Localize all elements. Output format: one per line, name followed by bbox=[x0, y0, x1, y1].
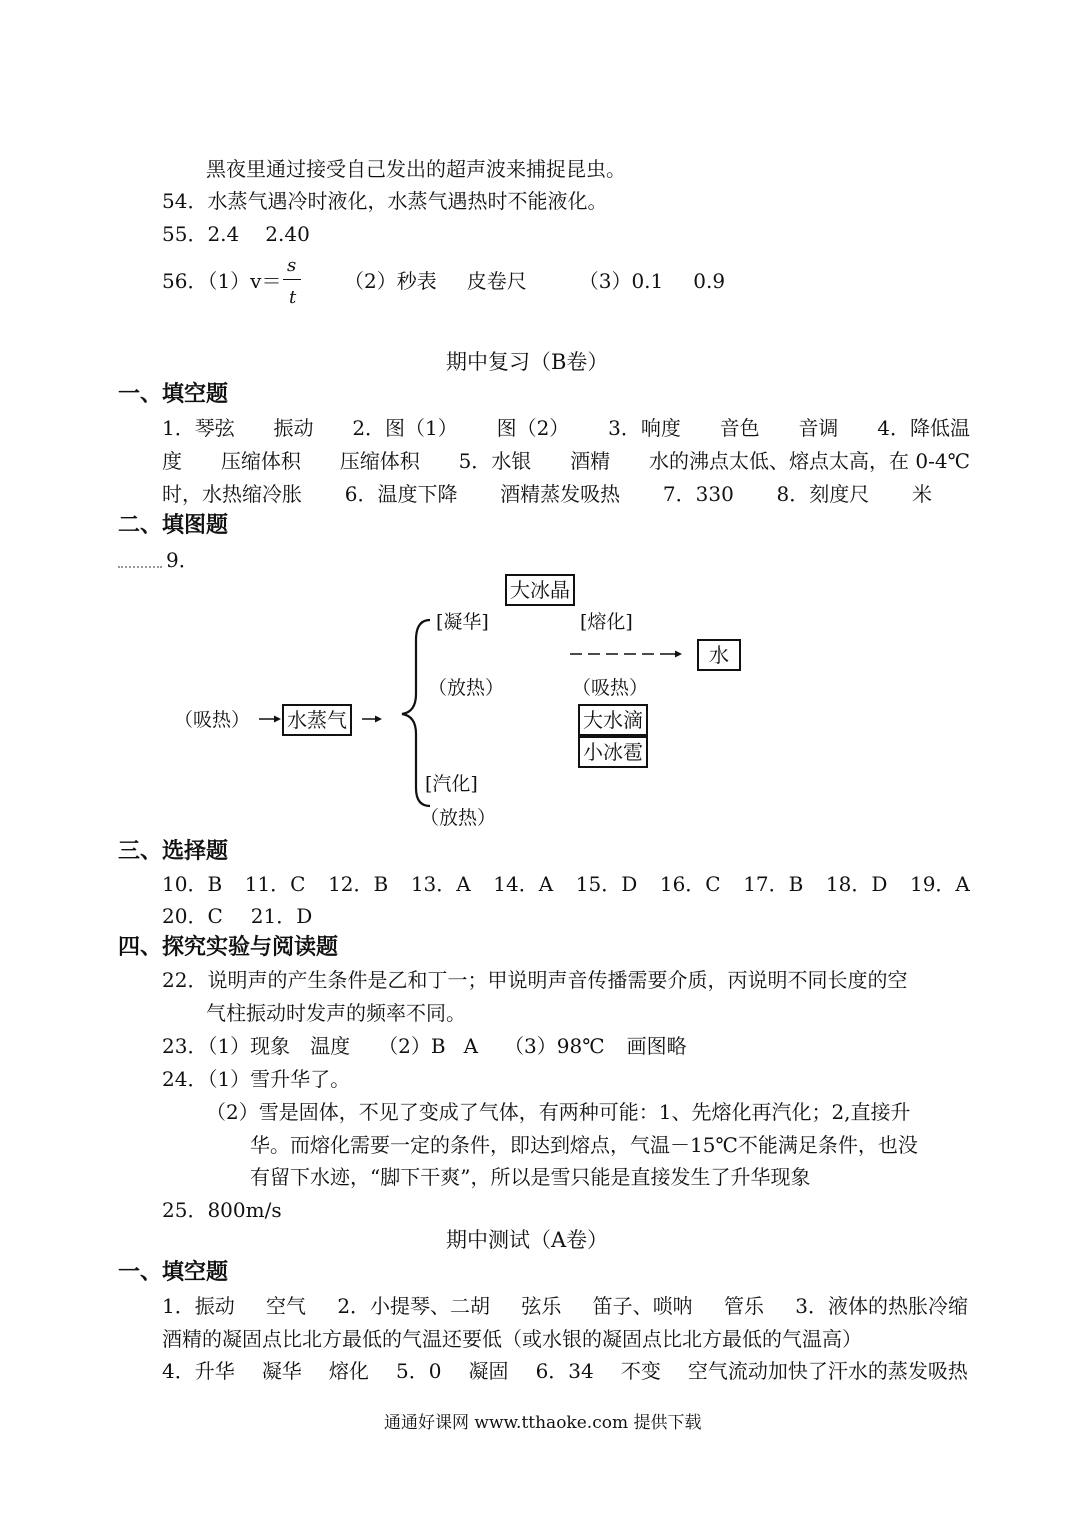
answer-24-line-1: 24．（1）雪升华了。 bbox=[162, 1067, 351, 1091]
heading-inquiry-reading: 四、探究实验与阅读题 bbox=[118, 935, 339, 960]
exam-title-midterm-test-a: 期中测试（A卷） bbox=[446, 1228, 609, 1252]
heading-fill-diagram: 二、填图题 bbox=[118, 513, 229, 538]
fraction-numerator: s bbox=[287, 255, 297, 276]
answer-53-continuation: 黑夜里通过接受自己发出的超声波来捕捉昆虫。 bbox=[206, 157, 626, 181]
fill-item: 度 bbox=[162, 449, 182, 473]
fill-item: 压缩体积 bbox=[339, 449, 420, 473]
box-big-ice-crystal: 大冰晶 bbox=[505, 574, 575, 606]
label-absorb-heat-1: （吸热） bbox=[572, 677, 649, 699]
fill-item: 4．降低温 bbox=[877, 416, 970, 440]
box-small-hail: 小冰雹 bbox=[578, 736, 648, 768]
fill-item: 笛子、唢呐 bbox=[592, 1294, 693, 1318]
label-melting: [熔化] bbox=[580, 611, 633, 633]
answer-23-part: 画图略 bbox=[626, 1034, 687, 1058]
fill-item: 6．34 bbox=[535, 1359, 594, 1383]
test-a-line-3 bbox=[162, 1358, 968, 1384]
choice-item: 14．A bbox=[493, 872, 554, 896]
choice-item: 11．C bbox=[244, 872, 306, 896]
answer-22-line-1: 22．说明声的产生条件是乙和丁一；甲说明声音传播需要介质，丙说明不同长度的空 bbox=[162, 968, 908, 992]
choice-item: 13．A bbox=[410, 872, 471, 896]
fill-item: 空气 bbox=[266, 1294, 307, 1318]
fill-item: 凝固 bbox=[468, 1359, 509, 1383]
fill-item: 2．小提琴、二胡 bbox=[337, 1294, 491, 1318]
fill-item: 5．0 bbox=[395, 1359, 442, 1383]
label-deposition: [凝华] bbox=[436, 611, 489, 633]
answer-56-b: （2）秒表 bbox=[344, 269, 437, 293]
fill-item: 弦乐 bbox=[521, 1294, 562, 1318]
choice-item: 21．D bbox=[250, 904, 313, 928]
box-water-vapor: 水蒸气 bbox=[282, 704, 352, 736]
fill-item: 水的沸点太低、熔点太高，在 0-4℃ bbox=[649, 449, 970, 473]
choice-item: 20．C bbox=[162, 904, 223, 928]
label-absorb-heat-left: （吸热） bbox=[174, 709, 251, 731]
answer-56-e: 0.9 bbox=[693, 269, 726, 293]
fill-item: 不变 bbox=[620, 1359, 661, 1383]
fill-item: 3．响度 bbox=[608, 416, 681, 440]
arrowhead bbox=[375, 716, 382, 723]
test-a-line-2: 酒精的凝固点比北方最低的气温还要低（或水银的凝固点比北方最低的气温高） bbox=[162, 1327, 862, 1351]
label-release-heat-2: （放热） bbox=[420, 807, 497, 829]
answer-56-formula: 56．（1）v＝ bbox=[162, 269, 282, 293]
fill-item: 振动 bbox=[273, 416, 314, 440]
answer-24-line-2: （2）雪是固体，不见了变成了气体，有两种可能：1、先熔化再汽化；2,直接升 bbox=[206, 1100, 911, 1124]
fill-item: 空气流动加快了汗水的蒸发吸热 bbox=[687, 1359, 968, 1383]
fill-item: 5．水银 bbox=[458, 449, 532, 473]
answer-23-part: 温度 bbox=[310, 1034, 351, 1058]
fill-item: 时，水热缩冷胀 bbox=[162, 482, 302, 506]
fill-item: 1．琴弦 bbox=[162, 416, 235, 440]
answer-56-d: （3）0.1 bbox=[578, 269, 664, 293]
fill-item: 2．图（1） bbox=[352, 416, 458, 440]
heading-multiple-choice: 三、选择题 bbox=[118, 839, 229, 864]
answer-23-part: 23．（1）现象 bbox=[162, 1034, 291, 1058]
question-9-number: 9． bbox=[166, 548, 199, 572]
choice-item: 18．D bbox=[825, 872, 888, 896]
box-water: 水 bbox=[697, 639, 741, 671]
fill-item: 4．升华 bbox=[162, 1359, 235, 1383]
test-a-line-1 bbox=[162, 1293, 968, 1319]
fill-item: 7．330 bbox=[662, 482, 734, 506]
page-footer: 通通好课网 www.tthaoke.com 提供下载 bbox=[384, 1413, 702, 1433]
answer-23-part: （2）B bbox=[378, 1034, 446, 1058]
fill-item: 图（2） bbox=[496, 416, 570, 440]
fill-item: 音色 bbox=[719, 416, 760, 440]
fill-item: 压缩体积 bbox=[220, 449, 301, 473]
choice-item: 10．B bbox=[162, 872, 223, 896]
choice-answers-line-2 bbox=[162, 903, 312, 929]
choice-item: 17．B bbox=[743, 872, 804, 896]
answer-55-b: 2.40 bbox=[265, 222, 310, 246]
fill-item: 酒精蒸发吸热 bbox=[500, 482, 621, 506]
answer-22-line-2: 气柱振动时发声的频率不同。 bbox=[206, 1001, 466, 1025]
label-release-heat-1: （放热） bbox=[428, 677, 505, 699]
fill-item: 酒精 bbox=[570, 449, 611, 473]
answer-23-part: （3）98℃ bbox=[504, 1034, 605, 1058]
label-vaporization: [汽化] bbox=[425, 773, 478, 795]
answer-56-c: 皮卷尺 bbox=[466, 269, 527, 293]
box-big-water-drop: 大水滴 bbox=[578, 704, 648, 736]
fill-item: 熔化 bbox=[328, 1359, 369, 1383]
fill-item: 音调 bbox=[798, 416, 839, 440]
choice-answers-line-1 bbox=[162, 871, 970, 897]
arrowhead bbox=[675, 651, 682, 658]
curly-brace bbox=[402, 620, 430, 806]
choice-item: 16．C bbox=[659, 872, 721, 896]
answer-55-a: 55．2.4 bbox=[162, 222, 240, 246]
fill-item: 8．刻度尺 bbox=[776, 482, 870, 506]
heading-fill-in: 一、填空题 bbox=[118, 382, 229, 407]
exam-title-midterm-review-b: 期中复习（B卷） bbox=[446, 350, 609, 374]
fill-item: 6．温度下降 bbox=[344, 482, 458, 506]
fill-item: 米 bbox=[911, 482, 932, 506]
answer-54: 54．水蒸气遇冷时液化，水蒸气遇热时不能液化。 bbox=[162, 189, 608, 213]
answer-25: 25．800m/s bbox=[162, 1198, 282, 1222]
fill-item: 3．液体的热胀冷缩 bbox=[795, 1294, 968, 1318]
choice-item: 19．A bbox=[909, 872, 970, 896]
fill-item: 1．振动 bbox=[162, 1294, 235, 1318]
fill-item: 管乐 bbox=[723, 1294, 764, 1318]
arrowhead bbox=[274, 716, 281, 723]
fill-item: 凝华 bbox=[261, 1359, 302, 1383]
answer-24-line-4: 有留下水迹，“脚下干爽”，所以是雪只能是直接发生了升华现象 bbox=[250, 1165, 811, 1189]
fraction-denominator: t bbox=[289, 287, 297, 308]
choice-item: 12．B bbox=[328, 872, 389, 896]
answer-23-part: A bbox=[463, 1034, 479, 1058]
answer-24-line-3: 华。而熔化需要一定的条件，即达到熔点，气温－15℃不能满足条件，也没 bbox=[250, 1133, 918, 1157]
heading-fill-in-a: 一、填空题 bbox=[118, 1260, 229, 1285]
answer-23 bbox=[162, 1033, 687, 1059]
choice-item: 15．D bbox=[575, 872, 638, 896]
